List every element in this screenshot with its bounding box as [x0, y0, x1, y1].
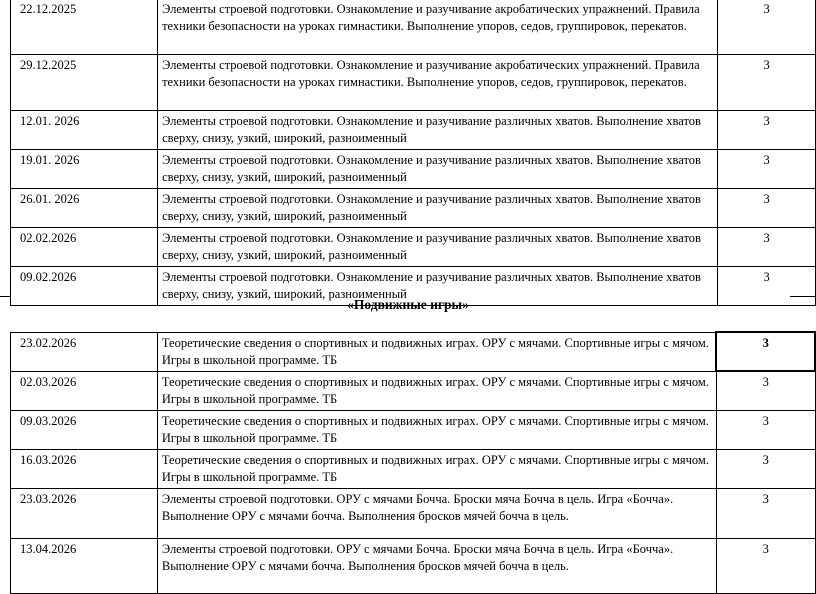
description-cell: Элементы строевой подготовки. Ознакомление и разучивание различных хватов. Выполнение хватов сверху, снизу, узкий, широкий, разноименный: [158, 111, 718, 150]
date-cell: 23.03.2026: [11, 488, 158, 538]
table-row: [11, 228, 816, 267]
table-row: [11, 449, 816, 488]
table-row: [11, 150, 816, 189]
table-row: [11, 111, 816, 150]
hours-cell: 3: [716, 410, 815, 449]
schedule-table-bottom: [10, 331, 816, 594]
description-cell: Теоретические сведения о спортивных и подвижных играх. ОРУ с мячами. Спортивные игры с мячом. Игры в школьной программе. ТБ: [157, 371, 716, 410]
description-cell: Элементы строевой подготовки. Ознакомление и разучивание акробатических упражнений. Правила техники безопасности на уроках гимнастики. Выполнение упоров, седов, группировок, перекатов.: [158, 0, 718, 55]
hours-cell: 3: [718, 55, 816, 111]
hours-cell: 3: [716, 332, 815, 371]
section-title: «Подвижные игры»: [347, 297, 469, 312]
hours-cell: 3: [718, 111, 816, 150]
date-cell: 12.01. 2026: [11, 111, 158, 150]
description-cell: Элементы строевой подготовки. Ознакомление и разучивание различных хватов. Выполнение хватов сверху, снизу, узкий, широкий, разноименный: [158, 150, 718, 189]
description-cell: Элементы строевой подготовки. Ознакомление и разучивание различных хватов. Выполнение хватов сверху, снизу, узкий, широкий, разноименный: [158, 189, 718, 228]
table-row: [11, 189, 816, 228]
hours-cell: 3: [718, 189, 816, 228]
date-cell: 09.03.2026: [11, 410, 158, 449]
table-row: [11, 371, 816, 410]
hours-cell: 3: [718, 228, 816, 267]
table-row: [11, 332, 816, 371]
hours-cell: 3: [718, 0, 816, 55]
table-row: [11, 488, 816, 538]
date-cell: 02.03.2026: [11, 371, 158, 410]
date-cell: 09.02.2026: [11, 267, 158, 306]
hours-cell: 3: [718, 267, 816, 306]
hours-cell: 3: [716, 449, 815, 488]
table-row: [11, 55, 816, 111]
description-cell: Элементы строевой подготовки. Ознакомление и разучивание различных хватов. Выполнение хватов сверху, снизу, узкий, широкий, разноименный: [158, 267, 718, 306]
hours-cell: 3: [716, 538, 815, 593]
hours-cell: 3: [718, 150, 816, 189]
hours-cell: 3: [716, 488, 815, 538]
description-cell: Элементы строевой подготовки. Ознакомление и разучивание акробатических упражнений. Правила техники безопасности на уроках гимнастики. Выполнение упоров, седов, группировок, перекатов.: [158, 55, 718, 111]
description-cell: Элементы строевой подготовки. ОРУ с мячами Бочча. Броски мяча Бочча в цель. Игра «Бочча». Выполнение ОРУ с мячами бочча. Выполнения бросков мячей бочча в цель.: [157, 538, 716, 593]
date-cell: 22.12.2025: [11, 0, 158, 55]
schedule-table-top: [10, 0, 816, 306]
description-cell: Элементы строевой подготовки. Ознакомление и разучивание различных хватов. Выполнение хватов сверху, снизу, узкий, широкий, разноименный: [158, 228, 718, 267]
hours-cell: 3: [716, 371, 815, 410]
table-row: [11, 410, 816, 449]
date-cell: 13.04.2026: [11, 538, 158, 593]
table-row: [11, 538, 816, 593]
description-cell: Теоретические сведения о спортивных и подвижных играх. ОРУ с мячами. Спортивные игры с мячом. Игры в школьной программе. ТБ: [157, 410, 716, 449]
description-cell: Теоретические сведения о спортивных и подвижных играх. ОРУ с мячами. Спортивные игры с мячом. Игры в школьной программе. ТБ: [157, 332, 716, 371]
description-cell: Теоретические сведения о спортивных и подвижных играх. ОРУ с мячами. Спортивные игры с мячом. Игры в школьной программе. ТБ: [157, 449, 716, 488]
date-cell: 29.12.2025: [11, 55, 158, 111]
date-cell: 26.01. 2026: [11, 189, 158, 228]
date-cell: 19.01. 2026: [11, 150, 158, 189]
table-row: [11, 0, 816, 55]
date-cell: 02.02.2026: [11, 228, 158, 267]
description-cell: Элементы строевой подготовки. ОРУ с мячами Бочча. Броски мяча Бочча в цель. Игра «Бочча». Выполнение ОРУ с мячами бочча. Выполнения бросков мячей бочча в цель.: [157, 488, 716, 538]
date-cell: 23.02.2026: [11, 332, 158, 371]
date-cell: 16.03.2026: [11, 449, 158, 488]
